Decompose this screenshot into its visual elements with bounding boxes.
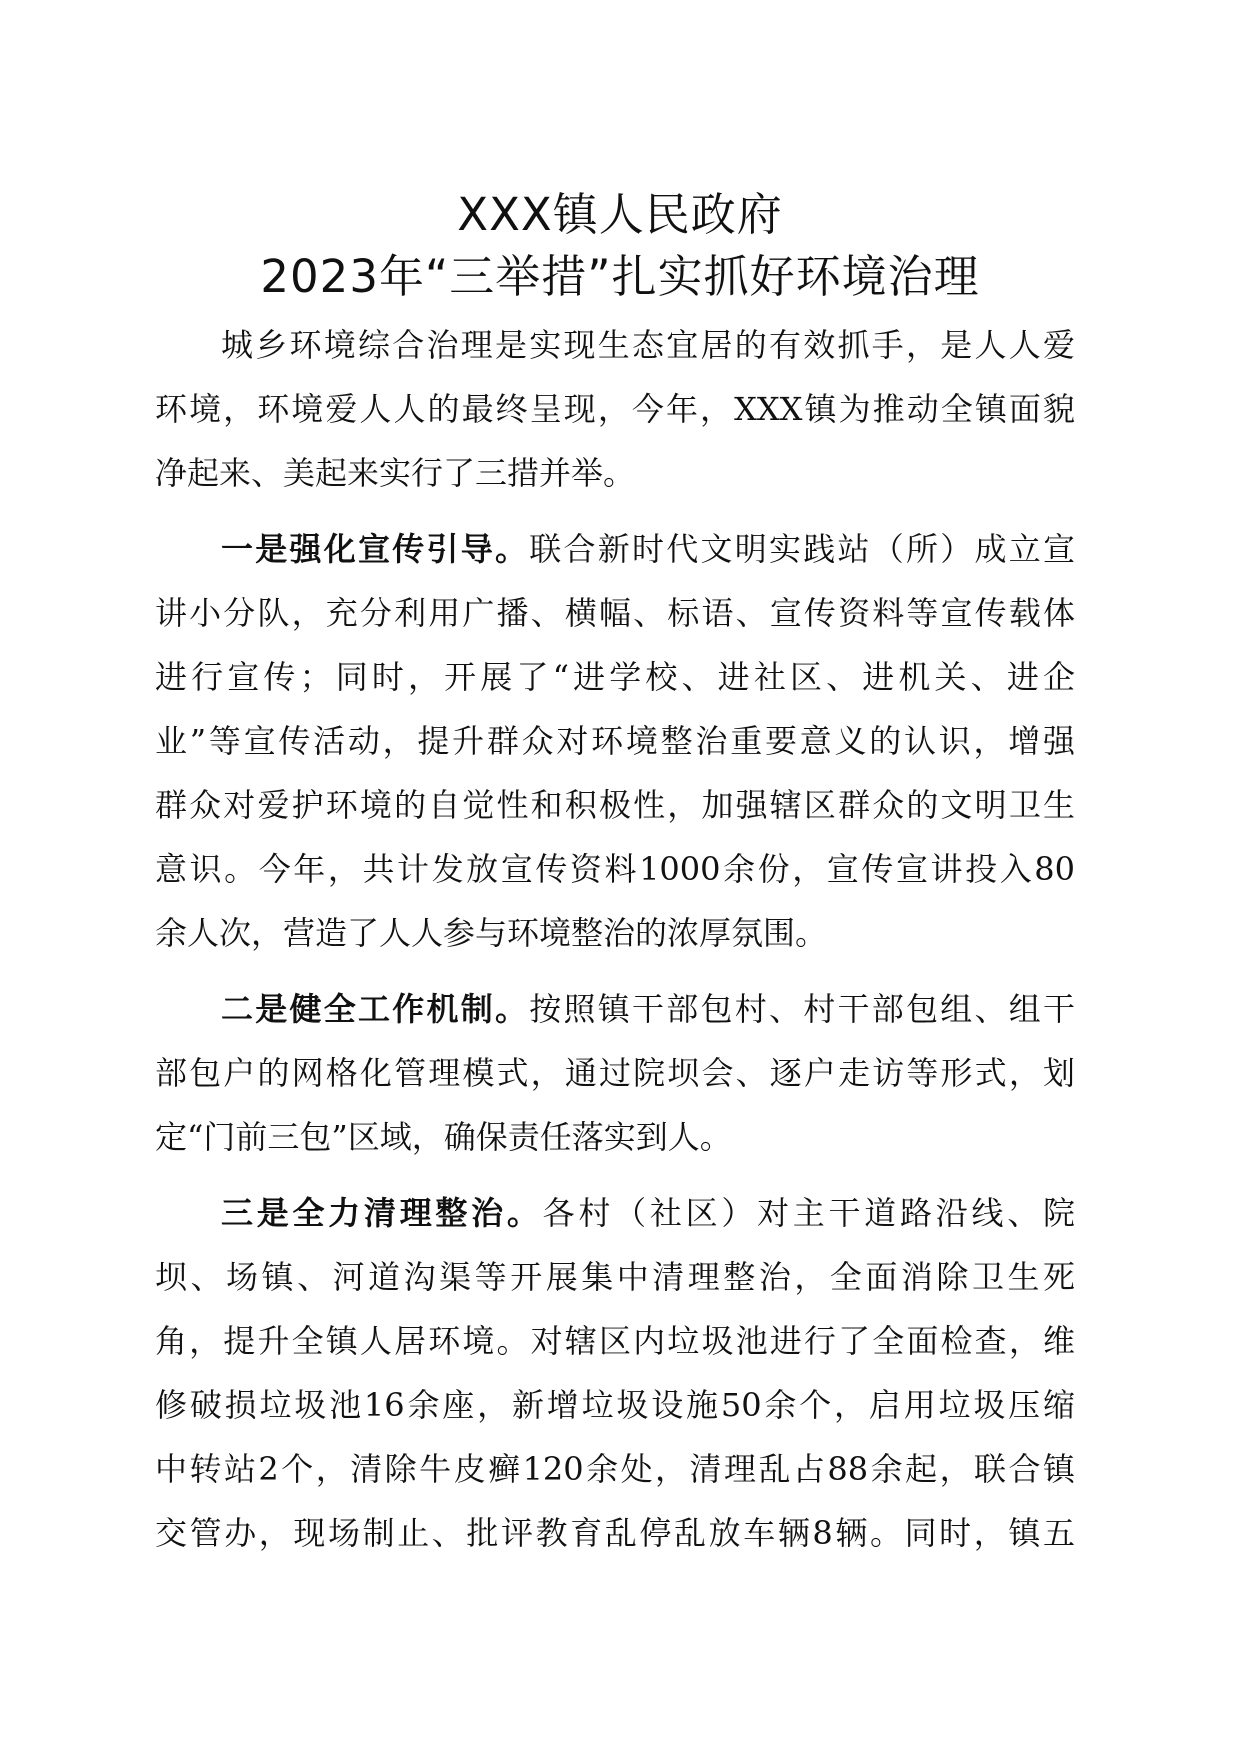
text-line: 讲小分队，充分利用广播、横幅、标语、宣传资料等宣传载体	[155, 594, 1075, 632]
section-paragraph-3	[155, 1181, 1075, 1565]
text-line: 定“门前三包”区域，确保责任落实到人。	[155, 1118, 732, 1156]
text-line	[155, 517, 1075, 581]
section-heading: 三是全力清理整治。	[221, 1194, 543, 1232]
section-paragraph-2	[155, 977, 1075, 1169]
section-text: 各村（社区）对主干道路沿线、院	[542, 1194, 1075, 1232]
text-line: 部包户的网格化管理模式，通过院坝会、逐户走访等形式，划	[155, 1054, 1075, 1092]
section-text: 按照镇干部包村、村干部包组、组干	[529, 990, 1075, 1028]
title-line-2: 2023年“三举措”扎实抓好环境治理	[260, 250, 980, 303]
text-line: 中转站2个，清除牛皮癣120余处，清理乱占88余起，联合镇	[155, 1450, 1075, 1488]
section-paragraph-1	[155, 517, 1075, 965]
section-heading: 二是健全工作机制。	[221, 990, 530, 1028]
text-line: 城乡环境综合治理是实现生态宜居的有效抓手，是人人爱	[221, 326, 1075, 364]
document-body	[155, 313, 1075, 1565]
text-line	[155, 977, 1075, 1041]
text-line: 群众对爱护环境的自觉性和积极性，加强辖区群众的文明卫生	[155, 786, 1075, 824]
text-line: 交管办，现场制止、批评教育乱停乱放车辆8辆。同时，镇五	[155, 1514, 1075, 1552]
text-line	[155, 1181, 1075, 1245]
text-line: 环境，环境爱人人的最终呈现，今年，XXX镇为推动全镇面貌	[155, 390, 1075, 428]
text-line: 修破损垃圾池16余座，新增垃圾设施50余个，启用垃圾压缩	[155, 1386, 1075, 1424]
section-heading: 一是强化宣传引导。	[221, 530, 530, 568]
text-line: 角，提升全镇人居环境。对辖区内垃圾池进行了全面检查，维	[155, 1322, 1075, 1360]
text-line: 进行宣传；同时，开展了“进学校、进社区、进机关、进企	[155, 658, 1075, 696]
section-text: 联合新时代文明实践站（所）成立宣	[529, 530, 1075, 568]
text-line: 业”等宣传活动，提升群众对环境整治重要意义的认识，增强	[155, 722, 1075, 760]
text-line: 余人次，营造了人人参与环境整治的浓厚氛围。	[155, 914, 828, 952]
intro-paragraph	[155, 313, 1075, 505]
text-line: 净起来、美起来实行了三措并举。	[155, 454, 636, 492]
text-line: 坝、场镇、河道沟渠等开展集中清理整治，全面消除卫生死	[155, 1258, 1075, 1296]
document-title	[0, 184, 1240, 308]
text-line: 意识。今年，共计发放宣传资料1000余份，宣传宣讲投入80	[155, 850, 1075, 888]
title-line-1: XXX镇人民政府	[457, 188, 783, 241]
